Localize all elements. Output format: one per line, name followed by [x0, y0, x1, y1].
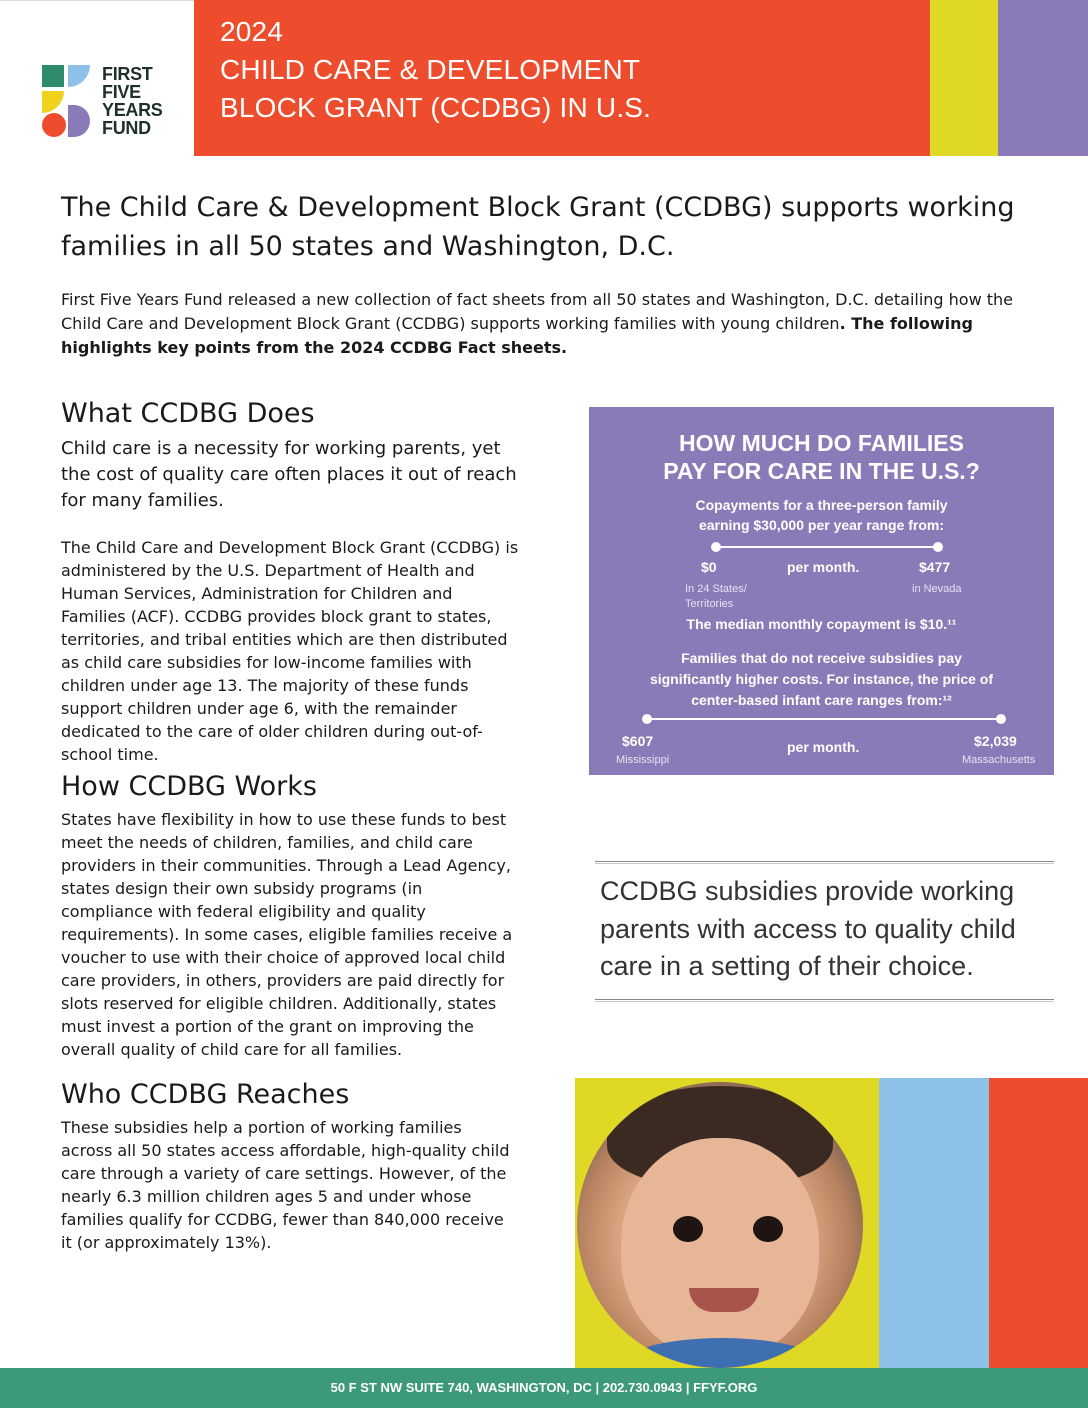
price-range-line: [647, 718, 1001, 720]
intro-paragraph: First Five Years Fund released a new collection of fact sheets from all 50 states and Washington, D.C. detailing how the Child Care and Development Block Grant (CCDBG) supports working families with young children. The following highlights key points from the 2024 CCDBG Fact sheets.: [61, 290, 1014, 357]
infographic-title: HOW MUCH DO FAMILIES PAY FOR CARE IN THE U.S.?: [663, 430, 980, 484]
copay-high-value: $477: [919, 559, 951, 575]
copay-high-note: in Nevada: [912, 583, 962, 595]
section-heading-who: Who CCDBG Reaches: [61, 1079, 350, 1110]
cost-infographic: [589, 407, 1054, 775]
section-heading-how: How CCDBG Works: [61, 771, 317, 802]
price-mid-label: per month.: [787, 739, 860, 755]
copay-low-value: $0: [701, 559, 717, 575]
decor-band-purple: [998, 0, 1088, 156]
copay-low-note: In 24 States/ Territories: [685, 583, 747, 610]
quote-rule-top: [595, 861, 1054, 864]
infographic-subtitle: Copayments for a three-person family earning $30,000 per year range from:: [695, 497, 948, 533]
decor-band-yellow: [930, 0, 998, 156]
title-line-2: BLOCK GRANT (CCDBG) IN U.S.: [220, 92, 652, 123]
child-photo: [577, 1082, 863, 1368]
photo-bg-blue: [879, 1078, 989, 1368]
how-body: States have flexibility in how to use these funds to best meet the needs of children, families, and child care providers in their communities. Through a Lead Agency, states design their own subsidy programs (in compliance with federal eligibility and quality requirements). In some cases, eligible families receive a voucher to use with their choice of approved local child care providers, in others, providers are paid directly for slots reserved for eligible children. Additionally, states must invest a portion of the grant on improving the overall quality of child care for all families.: [61, 810, 513, 1059]
logo-mark-icon: [42, 65, 94, 137]
title-banner: [194, 0, 930, 156]
copay-low-dot: [711, 542, 721, 552]
copay-high-dot: [933, 542, 943, 552]
price-low-dot: [642, 714, 652, 724]
price-high-value: $2,039: [974, 733, 1017, 749]
who-body: These subsidies help a portion of working families across all 50 states access affordable, high-quality child care through a variety of care settings. However, of the nearly 6.3 million children ages 5 and under whose families qualify for CCDBG, fewer than 840,000 receive it (or approximately 13%).: [61, 1118, 510, 1252]
logo: [0, 0, 194, 156]
photo-bg-red: [989, 1078, 1088, 1368]
price-low-note: Mississippi: [616, 754, 670, 766]
what-body: The Child Care and Development Block Grant (CCDBG) is administered by the U.S. Department of Health and Human Services, Administration for Children and Families (ACF). CCDBG provides block grant to states, territories, and tribal entities which are then distributed as child care subsidies for low-income families with children under age 13. The majority of these funds support children under age 6, with the remainder dedicated to the care of older children during out-of-school time.: [61, 538, 519, 764]
section-heading-what: What CCDBG Does: [61, 398, 315, 429]
title-year: 2024: [220, 16, 284, 47]
price-low-value: $607: [622, 733, 654, 749]
pull-quote: CCDBG subsidies provide working parents with access to quality child care in a setting of their choice.: [600, 876, 1016, 981]
unsubsidized-cost-text: Families that do not receive subsidies pay significantly higher costs. For instance, the price of center-based infant care ranges from:¹²: [649, 650, 994, 708]
what-lead: Child care is a necessity for working parents, yet the cost of quality care often places it out of reach for many families.: [61, 438, 517, 511]
title-line-1: CHILD CARE & DEVELOPMENT: [220, 54, 641, 85]
price-high-dot: [996, 714, 1006, 724]
quote-rule-bottom: [595, 999, 1054, 1002]
intro-highlight: . The following highlights key points from the 2024 CCDBG Fact sheets.: [61, 314, 973, 357]
copay-range-line: [716, 546, 938, 548]
logo-wordmark: FIRST FIVE YEARS FUND: [102, 64, 163, 138]
copay-mid-label: per month.: [787, 559, 860, 575]
page-headline: The Child Care & Development Block Grant (CCDBG) supports working families in all 50 states and Washington, D.C.: [61, 192, 1015, 262]
footer-contact: 50 F ST NW SUITE 740, WASHINGTON, DC | 202.730.0943 | FFYF.ORG: [0, 1368, 1088, 1408]
price-high-note: Massachusetts: [962, 754, 1036, 766]
median-copay: The median monthly copayment is $10.¹¹: [686, 616, 957, 632]
